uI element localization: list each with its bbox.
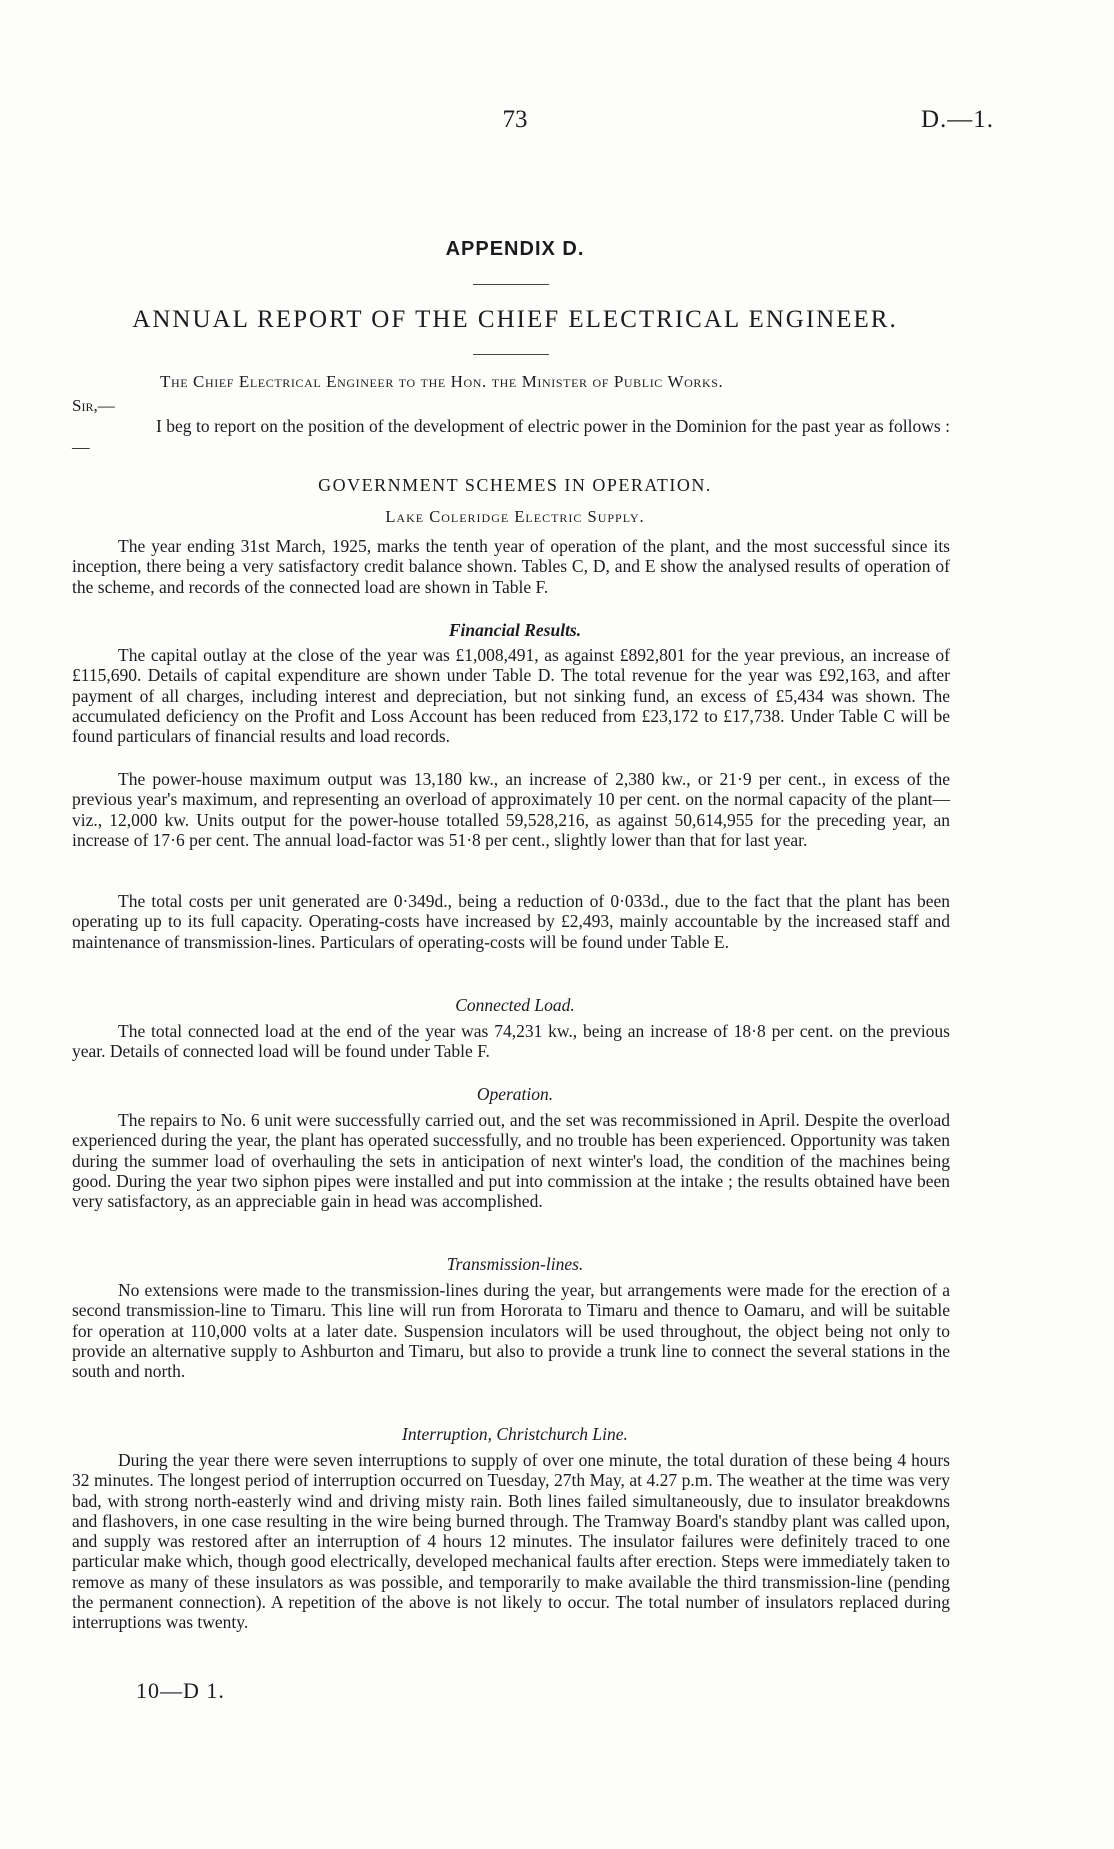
addressee-line: The Chief Electrical Engineer to the Hon. the Minister of Public Works. [160,372,724,391]
body-paragraph: The total connected load at the end of the year was 74,231 kw., being an increase of 18·8 per cent. on the previous year. Details of connected load will be found under Table F. [72,1021,950,1062]
subheading-interruption: Interruption, Christchurch Line. [402,1424,628,1444]
sub-heading: Lake Coleridge Electric Supply. [385,507,645,526]
subheading-operation: Operation. [476,1084,554,1104]
divider-rule [473,354,549,355]
intro-paragraph: I beg to report on the position of the development of electric power in the Dominion for the past year as follows :— [72,416,950,457]
subheading-connected-load: Connected Load. [455,995,575,1015]
body-paragraph: During the year there were seven interruptions to supply of over one minute, the total duration of these being 4 hours 32 minutes. The longest period of interruption occurred on Tuesday, 27th May, at 4.27 p.m. The weather at the time was very bad, with strong north-easterly wind and driving misty rain. Both lines failed simultaneously, due to insulator breakdowns and flashovers, in one case resulting in the wire being burned through. The Tramway Board's standby plant was called upon, and supply was restored after an interruption of 4 hours 12 minutes. The insulator failures were definitely traced to one particular make which, though good electrically, developed mechanical faults after erection. Steps were immediately taken to remove as many of these insulators as was possible, and temporarily to make available the third transmission-line (pending the permanent connection). A repetition of the above is not likely to occur. The total number of insulators replaced during interruptions was twenty. [72,1450,950,1633]
page-number: 73 [502,106,528,133]
body-paragraph: The power-house maximum output was 13,180 kw., an increase of 2,380 kw., or 21·9 per cent., in excess of the previous year's maximum, and representing an overload of approximately 10 per cent. on the normal capacity of the plant—viz., 12,000 kw. Units output for the power-house totalled 59,528,216, as against 50,614,955 for the preceding year, an increase of 17·6 per cent. The annual load-factor was 51·8 per cent., slightly lower than that for last year. [72,769,950,850]
body-paragraph: The capital outlay at the close of the year was £1,008,491, as against £892,801 for the year previous, an increase of £115,690. Details of capital expenditure are shown under Table D. The total revenue for the year was £92,163, and after payment of all charges, including interest and depreciation, but not sinking fund, an excess of £5,434 was shown. The accumulated deficiency on the Profit and Loss Account has been reduced from £23,172 to £17,738. Under Table C will be found particulars of financial results and load records. [72,645,950,747]
subheading-financial: Financial Results. [448,620,582,640]
salutation: Sir,— [72,396,115,415]
report-title: ANNUAL REPORT OF THE CHIEF ELECTRICAL ENGINEER. [132,306,898,333]
body-paragraph: No extensions were made to the transmission-lines during the year, but arrangements were made for the erection of a second transmission-line to Timaru. This line will run from Hororata to Timaru and thence to Oamaru, and will be suitable for operation at 110,000 volts at a later date. Suspension inculators will be used throughout, the object being not only to provide an alternative supply to Ashburton and Timaru, but also to provide a trunk line to connect the several stations in the south and north. [72,1280,950,1382]
document-code: D.—1. [920,106,994,133]
appendix-title: APPENDIX D. [445,238,585,260]
body-paragraph: The total costs per unit generated are 0·349d., being a reduction of 0·033d., due to the fact that the plant has been operating up to its full capacity. Operating-costs have increased by £2,493, mainly accountable by the increased staff and maintenance of transmission-lines. Particulars of operating-costs will be found under Table E. [72,891,950,952]
section-heading: GOVERNMENT SCHEMES IN OPERATION. [318,475,712,495]
body-paragraph: The repairs to No. 6 unit were successfully carried out, and the set was recommissioned in April. Despite the overload experienced during the year, the plant has operated successfully, and no trouble has been experienced. Opportunity was taken during the summer load of overhauling the sets in anticipation of next winter's load, the condition of the machines being good. During the year two siphon pipes were installed and put into commission at the intake ; the results obtained have been very satisfactory, as an appreciable gain in head was accomplished. [72,1110,950,1212]
footer-signature: 10—D 1. [136,1678,225,1703]
subheading-transmission-lines: Transmission-lines. [446,1254,584,1274]
divider-rule [473,284,549,285]
body-paragraph: The year ending 31st March, 1925, marks the tenth year of operation of the plant, and the most successful since its inception, there being a very satisfactory credit balance shown. Tables C, D, and E show the analysed results of operation of the scheme, and records of the connected load are shown in Table F. [72,536,950,597]
